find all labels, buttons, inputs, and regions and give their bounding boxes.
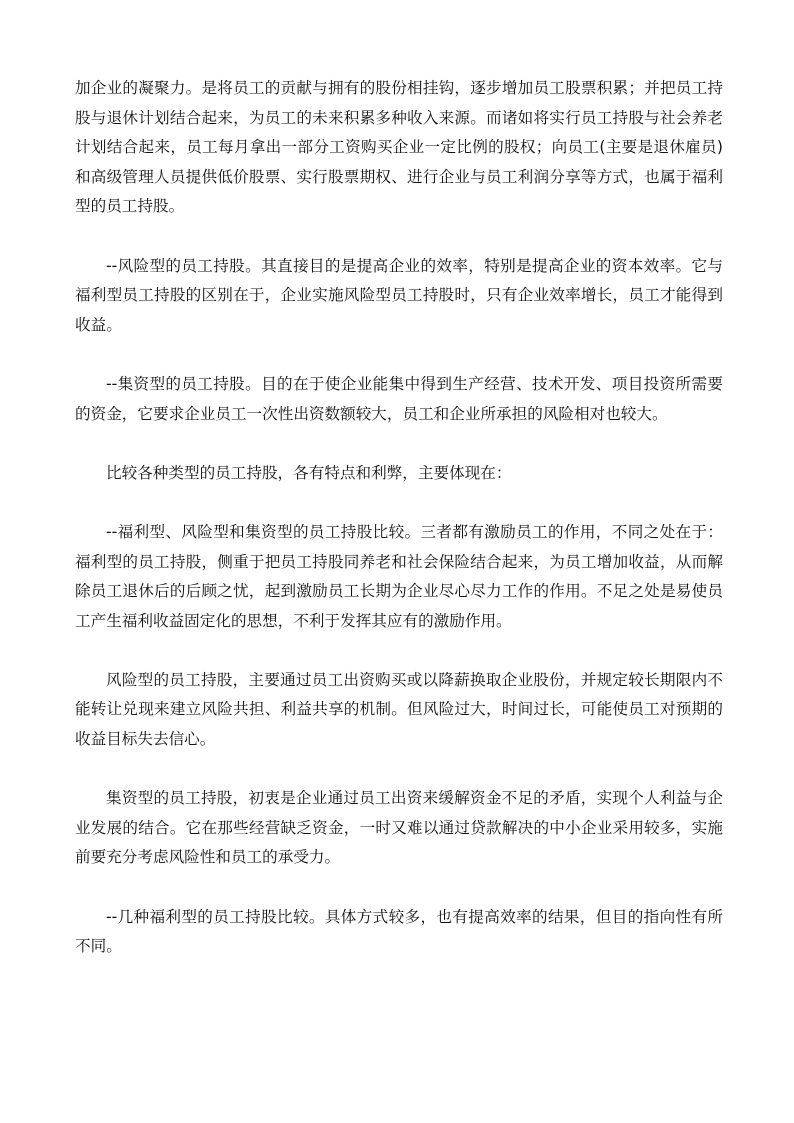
paragraph-fundraising-type-detail: 集资型的员工持股，初衷是企业通过员工出资来缓解资金不足的矛盾，实现个人利益与企业发展的结合。它在那些经营缺乏资金，一时又难以通过贷款解决的中小企业采用较多，实施前要充分考虑风险性和员工的承受力。 [75,789,723,867]
paragraph-continuation: 加企业的凝聚力。是将员工的贡献与拥有的股份相挂钩，逐步增加员工股票积累；并把员工持股与退休计划结合起来，为员工的未来积累多种收入来源。而诸如将实行员工持股与社会养老计划结合起来，员工每月拿出一部分工资购买企业一定比例的股权；向员工(主要是退休雇员)和高级管理人员提供低价股票、实行股票期权、进行企业与员工利润分享等方式，也属于福利型的员工持股。 [75,79,723,216]
paragraph-risk-type: --风险型的员工持股。其直接目的是提高企业的效率，特别是提高企业的资本效率。它与福利型员工持股的区别在于，企业实施风险型员工持股时，只有企业效率增长，员工才能得到收益。 [75,256,723,334]
paragraph-welfare-types-comparison: --几种福利型的员工持股比较。具体方式较多，也有提高效率的结果，但目的指向性有所不同。 [75,907,723,956]
paragraph-fundraising-type: --集资型的员工持股。目的在于使企业能集中得到生产经营、技术开发、项目投资所需要的资金，它要求企业员工一次性出资数额较大，员工和企业所承担的风险相对也较大。 [75,374,723,423]
paragraph-comparison-intro: 比较各种类型的员工持股，各有特点和利弊，主要体现在： [106,463,512,482]
paragraph-three-type-comparison: --福利型、风险型和集资型的员工持股比较。三者都有激励员工的作用，不同之处在于：福利型的员工持股，侧重于把员工持股同养老和社会保险结合起来，为员工增加收益，从而解除员工退休后的后顾之忧，起到激励员工长期为企业尽心尽力工作的作用。不足之处是易使员工产生福利收益固定化的思想，不利于发挥其应有的激励作用。 [75,522,723,630]
document-body [75,74,723,991]
paragraph-risk-type-detail: 风险型的员工持股，主要通过员工出资购买或以降薪换取企业股份，并规定较长期限内不能转让兑现来建立风险共担、利益共享的机制。但风险过大，时间过长，可能使员工对预期的收益目标失去信心。 [75,670,723,749]
